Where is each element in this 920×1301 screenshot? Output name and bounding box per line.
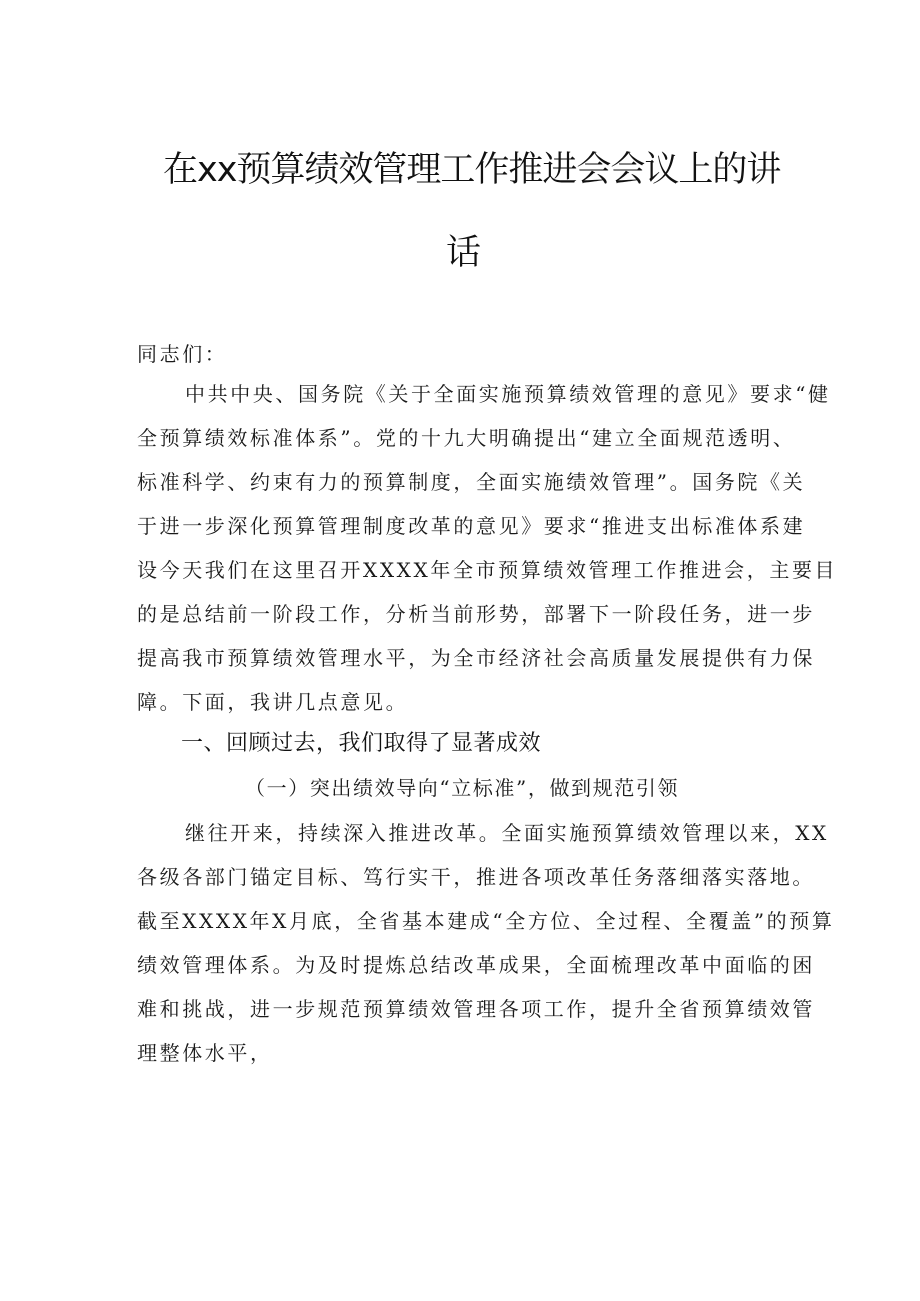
intro-line: 于进一步深化预算管理制度改革的意见》要求“推进支出标准体系建 — [137, 514, 806, 538]
intro-line: 设今天我们在这里召开XXXX年全市预算绩效管理工作推进会，主要目 — [137, 558, 838, 582]
intro-line: 提高我市预算绩效管理水平，为全市经济社会高质量发展提供有力保 — [137, 646, 815, 670]
intro-line: 全预算绩效标准体系”。党的十九大明确提出“建立全面规范透明、 — [137, 426, 796, 450]
intro-line: 的是总结前一阶段工作，分析当前形势，部署下一阶段任务，进一步 — [137, 602, 815, 626]
body-line: 继往开来，持续深入推进改革。全面实施预算绩效管理以来，XX — [185, 821, 829, 845]
document-title-line-1: 在xx预算绩效管理工作推进会会议上的讲 — [163, 150, 781, 190]
body-line: 各级各部门锚定目标、笃行实干，推进各项改革任务落细落实落地。 — [137, 865, 815, 889]
intro-line: 中共中央、国务院《关于全面实施预算绩效管理的意见》要求“健 — [185, 382, 831, 406]
intro-line: 标准科学、约束有力的预算制度，全面实施绩效管理”。国务院《关 — [137, 470, 806, 494]
document-title-line-2: 话 — [446, 233, 481, 273]
body-line: 理整体水平， — [137, 1041, 273, 1065]
salutation: 同志们： — [137, 342, 228, 366]
body-line: 绩效管理体系。为及时提炼总结改革成果，全面梳理改革中面临的困 — [137, 953, 815, 977]
intro-line: 障。下面，我讲几点意见。 — [137, 690, 409, 714]
subsection-heading-1: （一）突出绩效导向“立标准”，做到规范引领 — [245, 776, 680, 800]
section-heading-1: 一、回顾过去，我们取得了显著成效 — [181, 731, 542, 756]
body-line: 截至XXXX年X月底，全省基本建成“全方位、全过程、全覆盖”的预算 — [137, 909, 835, 933]
body-line: 难和挑战，进一步规范预算绩效管理各项工作，提升全省预算绩效管 — [137, 997, 815, 1021]
